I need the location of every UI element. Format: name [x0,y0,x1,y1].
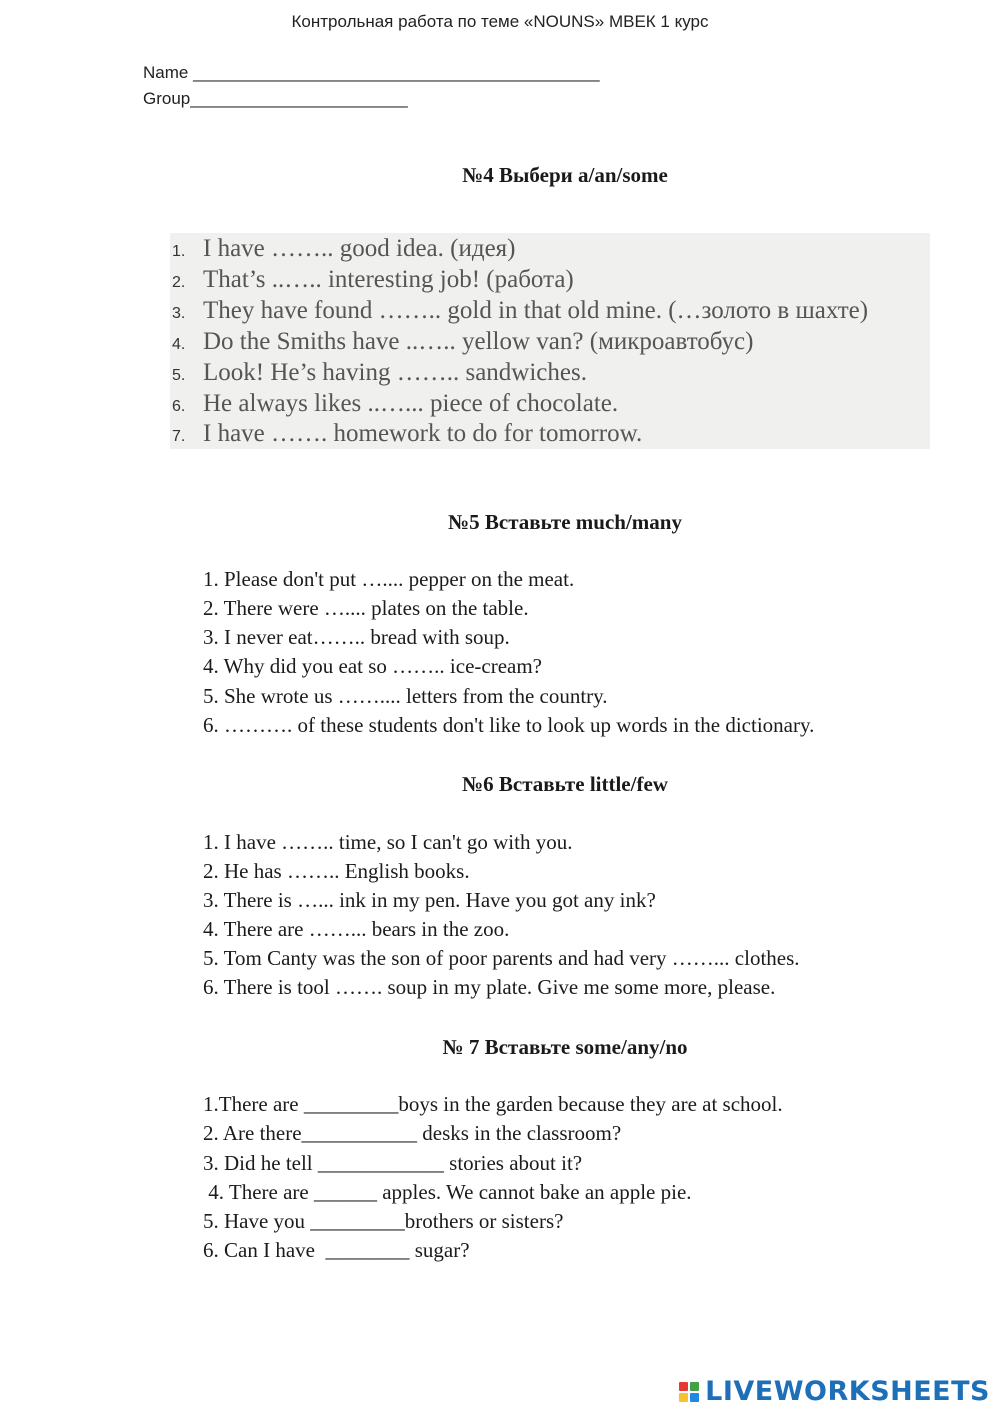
logo-mark-square [690,1393,699,1402]
ex4-item-number: 1. [172,243,186,260]
ex4-item-text: That’s ..….. interesting job! (работа) [203,266,574,293]
logo-text: LIVEWORKSHEETS [705,1376,990,1407]
ex6-item: 4. There are ……... bears in the zoo. [203,917,510,941]
ex4-item-text: Do the Smiths have ..….. yellow van? (микроавтобус) [203,328,754,355]
ex6-item: 2. He has …….. English books. [203,859,470,883]
logo-mark-square [690,1382,699,1391]
ex4-item-number: 4. [172,336,186,353]
ex4-item-number: 6. [172,398,186,415]
ex5-item: 4. Why did you eat so …….. ice-cream? [203,654,543,678]
ex4-item-number: 7. [172,428,186,445]
ex7-item: 5. Have you _________brothers or sisters? [203,1209,564,1233]
ex4-item [172,389,618,419]
ex4-item [172,234,516,264]
ex5-title: №5 Вставьте much/many [448,510,682,534]
liveworksheets-logo [679,1376,990,1407]
ex4-item-number: 5. [172,367,186,384]
ex4-item [172,419,642,449]
ex7-item: 6. Can I have ________ sugar? [203,1238,470,1262]
ex5-item: 5. She wrote us …….... letters from the country. [203,684,608,708]
logo-mark-icon [679,1382,699,1402]
ex6-item: 6. There is tool ……. soup in my plate. Give me some more, please. [203,975,776,999]
ex4-item [172,327,753,357]
ex4-item-text: I have ……. homework to do for tomorrow. [203,420,643,447]
logo-mark-square [679,1393,688,1402]
ex4-item-text: I have …….. good idea. (идея) [203,235,516,262]
worksheet-header: Контрольная работа по теме «NOUNS» МВЕК 1 курс [291,12,709,31]
ex7-item: 3. Did he tell ____________ stories about it? [203,1151,583,1175]
ex4-item-number: 2. [172,274,186,291]
ex6-title: №6 Вставьте little/few [462,772,668,796]
ex7-item: 2. Are there___________ desks in the classroom? [203,1121,622,1145]
ex7-title: № 7 Вставьте some/any/no [442,1035,688,1059]
ex4-item [172,265,574,295]
ex7-item: 1.There are _________boys in the garden because they are at school. [203,1092,783,1116]
ex4-item-text: He always likes ..…... piece of chocolate. [203,390,619,417]
ex5-item: 1. Please don't put ….... pepper on the meat. [203,567,575,591]
ex4-item-text: Look! He’s having …….. sandwiches. [203,359,587,386]
ex4-item-text: They have found …….. gold in that old mine. (…золото в шахте) [203,297,869,324]
ex6-item: 5. Tom Canty was the son of poor parents and had very ……... clothes. [203,946,800,970]
name-field-line: Name ___________________________________________ [143,63,600,82]
ex6-item: 3. There is …... ink in my pen. Have you got any ink? [203,888,656,912]
logo-mark-square [679,1382,688,1391]
ex4-title: №4 Выбери a/an/some [462,163,668,187]
ex5-item: 2. There were ….... plates on the table. [203,596,529,620]
ex7-item: 4. There are ______ apples. We cannot bake an apple pie. [203,1180,692,1204]
group-field-line: Group_______________________ [143,89,408,108]
ex4-item-number: 3. [172,305,186,322]
ex4-item [172,358,587,388]
ex5-item: 6. ………. of these students don't like to look up words in the dictionary. [203,713,815,737]
ex5-item: 3. I never eat…….. bread with soup. [203,625,510,649]
ex4-item [172,296,868,326]
ex6-item: 1. I have …….. time, so I can't go with you. [203,830,573,854]
